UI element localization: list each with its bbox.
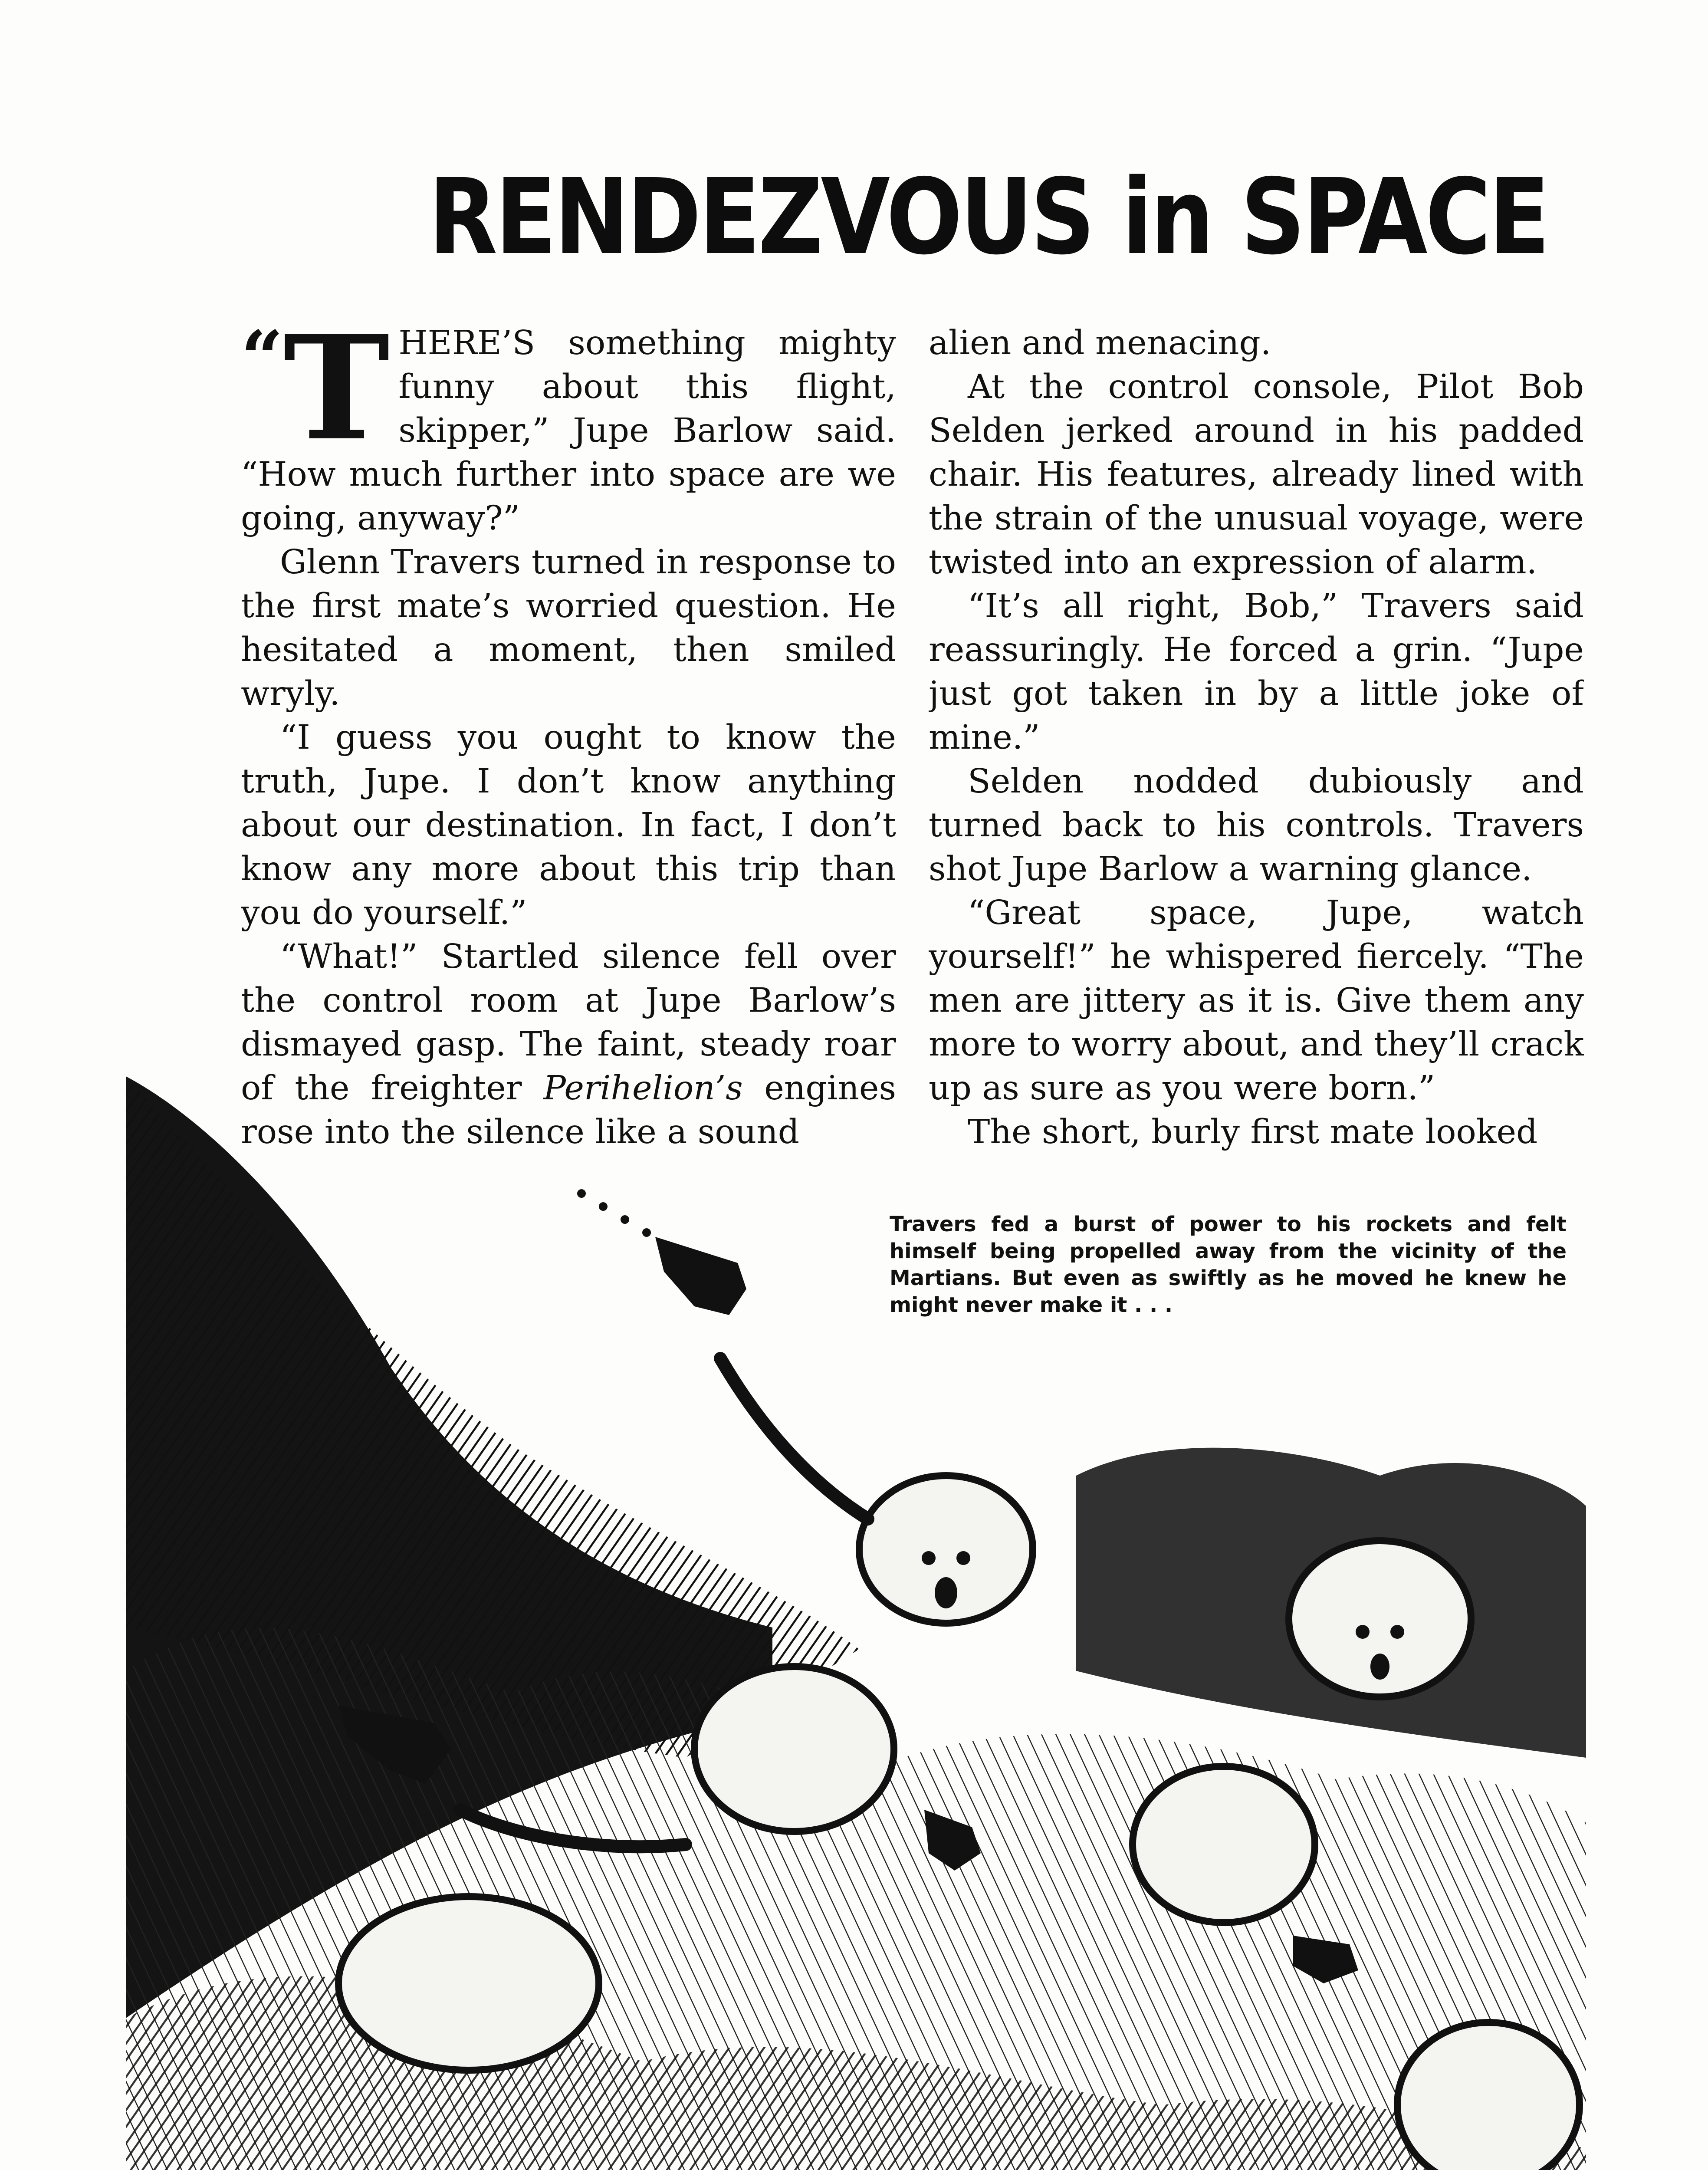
paragraph-text: HERE’S something mighty funny about this flight, skipper,” Jupe Barlow said. “How much further into space are we going, anyway?” — [241, 324, 896, 538]
dropcap-quote: “ — [241, 321, 283, 401]
paragraph: “It’s all right, Bob,” Travers said reassuringly. He forced a grin. “Jupe just got taken in by a little joke of mine.” — [929, 587, 1584, 757]
paragraph-text: “What!” Startled silence fell over the control room at Jupe Barlow’s dismayed gasp. The faint, steady roar of the freighter — [241, 937, 896, 1108]
paragraph: “I guess you ought to know the truth, Jupe. I don’t know anything about our destination. In fact, I don’t know any more about this trip than you do yourself.” — [241, 718, 896, 932]
paragraph: Selden nodded dubiously and turned back to his controls. Travers shot Jupe Barlow a warning glance. — [929, 762, 1584, 888]
illustration-drawing — [122, 933, 1588, 2170]
paragraph: At the control console, Pilot Bob Selden jerked around in his padded chair. His features, already lined with the strain of the unusual voyage, were twisted into an expression of alarm. — [929, 368, 1584, 582]
paragraph: Glenn Travers turned in response to the first mate’s worried question. He hesitated a moment, then smiled wryly. — [241, 543, 896, 713]
story-title: RENDEZVOUS in SPACE — [428, 156, 1548, 278]
paragraph: The short, burly first mate looked — [968, 1113, 1538, 1151]
illustration-caption: Travers fed a burst of power to his rockets and felt himself being propelled away from the vicinity of the Martians. But even as swiftly as he moved he knew he might never make it . . . — [890, 1212, 1567, 1317]
dropcap-letter: T — [283, 321, 390, 472]
paragraph: “Great space, Jupe, watch yourself!” he whispered fiercely. “The men are jittery as it is. Give them any more to worry about, and they’ll crack up as sure as you were born.” — [929, 894, 1584, 1108]
opening-paragraph — [241, 321, 896, 540]
paragraph-text: engines rose into the silence like a sound — [241, 1069, 896, 1151]
martians-illustration — [122, 933, 1588, 2170]
ship-name: Perihelion’s — [543, 1069, 743, 1108]
paragraph: alien and menacing. — [929, 324, 1271, 362]
